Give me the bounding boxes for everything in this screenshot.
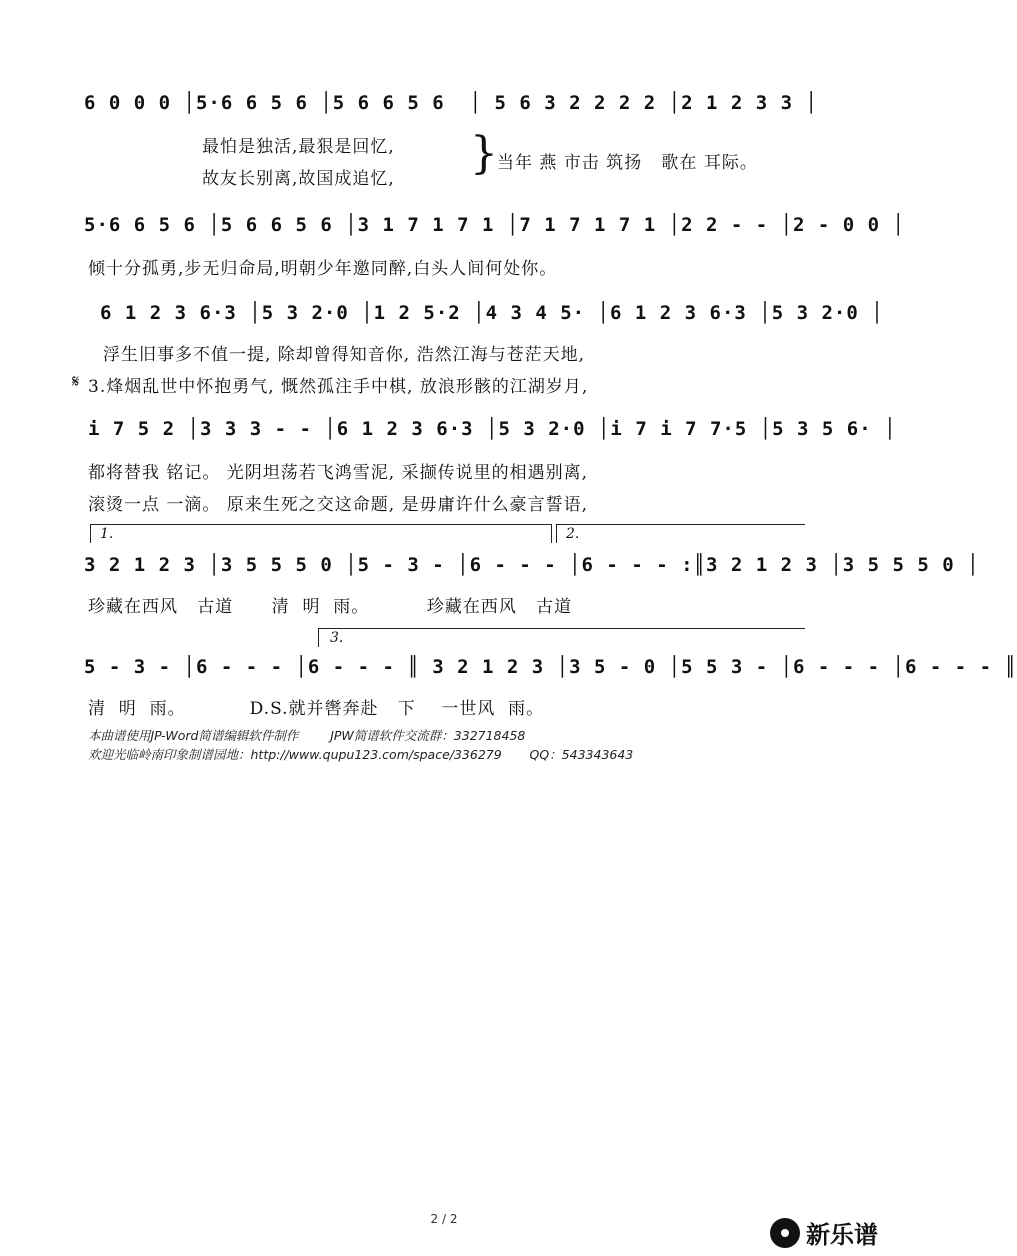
page-number: 2 / 2: [430, 1212, 458, 1226]
notation-row-6: 5 - 3 - │6 - - - │6 - - - ║ 3 2 1 2 3 │3 5 - 0 │5 5 3 - │6 - - - │6 - - - ║: [84, 656, 1017, 678]
volta-number-3: 3.: [330, 630, 344, 646]
logo-text: 新乐谱: [806, 1221, 878, 1249]
volta-bracket-2: [556, 524, 805, 543]
lyric-row-2: 倾十分孤勇,步无归命局,明朝少年邀同醉,白头人间何处你。: [88, 259, 558, 279]
notation-row-1: 6 0 0 0 │5·6 6 5 6 │5 6 6 5 6 │ 5 6 3 2 2 2 2 │2 1 2 3 3 │: [84, 92, 818, 114]
website-credit: 欢迎光临岭南印象制谱园地：http://www.qupu123.com/space/336279 QQ：543343643: [88, 747, 634, 762]
lyric-brace: }: [470, 128, 498, 179]
lyric-row-1-shared: 当年 燕 市击 筑扬 歌在 耳际。: [497, 153, 758, 173]
lyric-row-5: 珍藏在西风 古道 清 明 雨。 珍藏在西风 古道: [88, 597, 573, 617]
lyric-row-4-verse-2: 滚烫一点 一滴。 原来生死之交这命题, 是毋庸许什么豪言誓语,: [88, 495, 589, 515]
lyric-row-6: 清 明 雨。 D.S.就并辔奔赴 下 一世风 雨。: [88, 699, 545, 719]
notation-row-2: 5·6 6 5 6 │5 6 6 5 6 │3 1 7 1 7 1 │7 1 7 1 7 1 │2 2 - - │2 - 0 0 │: [84, 214, 905, 236]
segno-sign: 𝄋: [72, 372, 81, 392]
site-logo: [770, 1215, 878, 1250]
volta-bracket-3: [318, 628, 805, 647]
lyric-row-3-verse-2: 3.烽烟乱世中怀抱勇气, 慨然孤注手中棋, 放浪形骸的江湖岁月,: [88, 377, 589, 397]
notation-row-4: i 7 5 2 │3 3 3 - - │6 1 2 3 6·3 │5 3 2·0 │i 7 i 7 7·5 │5 3 5 6· │: [88, 418, 897, 440]
lyric-row-3-verse-1: 浮生旧事多不值一提, 除却曾得知音你, 浩然江海与苍茫天地,: [103, 345, 586, 365]
volta-number-1: 1.: [100, 526, 114, 542]
volta-bracket-1: [90, 524, 552, 543]
software-credit: 本曲谱使用JP-Word简谱编辑软件制作 JPW简谱软件交流群：332718458: [88, 728, 526, 743]
notation-row-5: 3 2 1 2 3 │3 5 5 5 0 │5 - 3 - │6 - - - │6 - - - :║3 2 1 2 3 │3 5 5 5 0 │: [84, 554, 980, 576]
lyric-row-1-verse-2: 故友长别离,故国成追忆,: [202, 169, 395, 189]
lyric-row-1-verse-1: 最怕是独活,最狠是回忆,: [202, 137, 395, 157]
record-disc-icon: [770, 1218, 800, 1248]
volta-number-2: 2.: [566, 526, 580, 542]
lyric-row-4-verse-1: 都将替我 铭记。 光阴坦荡若飞鸿雪泥, 采撷传说里的相遇别离,: [88, 463, 589, 483]
notation-row-3: 6 1 2 3 6·3 │5 3 2·0 │1 2 5·2 │4 3 4 5· │6 1 2 3 6·3 │5 3 2·0 │: [100, 302, 884, 324]
